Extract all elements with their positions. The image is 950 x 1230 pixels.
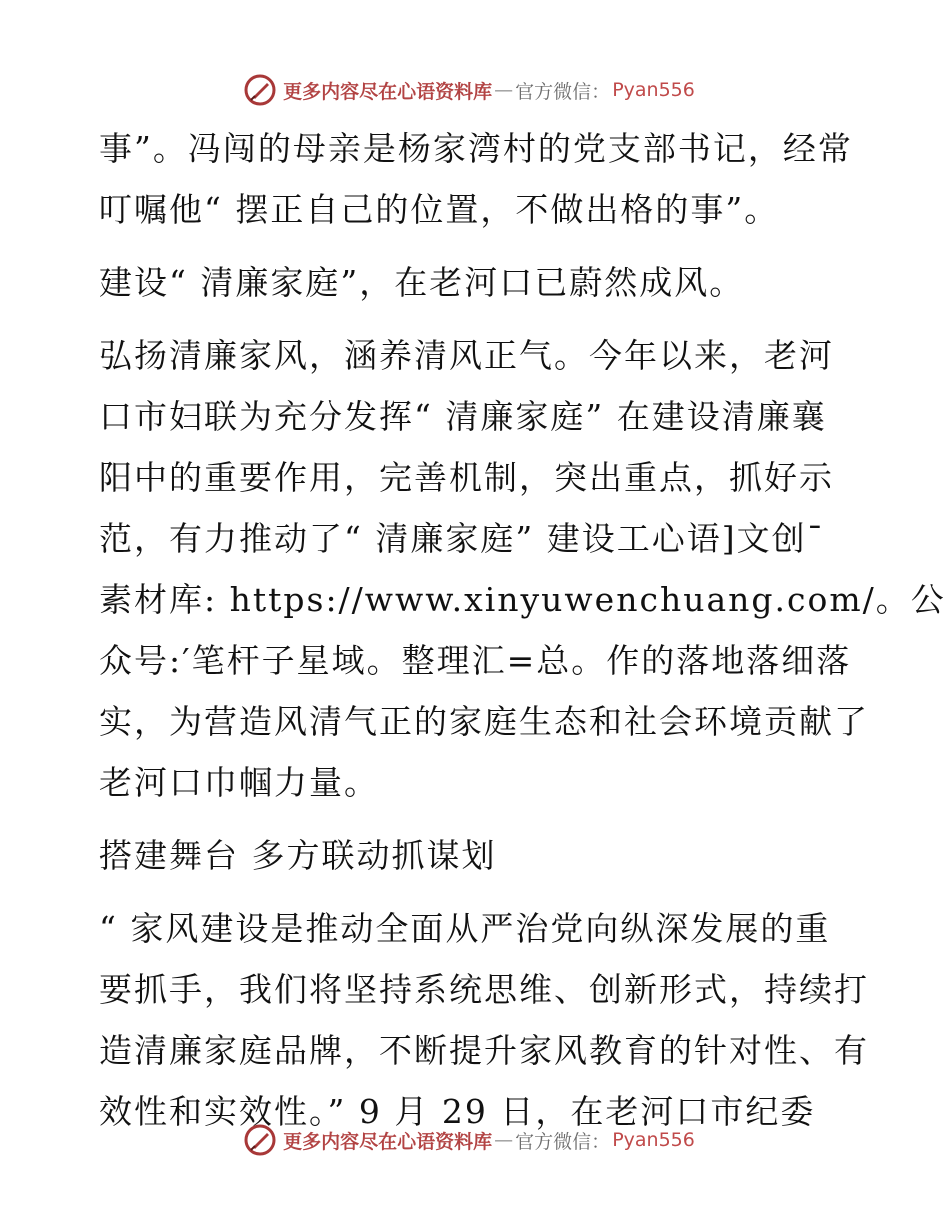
text-line: 效性和实效性。” 9 月 29 日，在老河口市纪委 (99, 1092, 816, 1131)
footer-watermark (0, 1120, 950, 1160)
text-line: 素材库: https://www.xinyuwenchuang.com/。公 (99, 580, 946, 619)
text-line: 搭建舞台 多方联动抓谋划 (99, 836, 497, 875)
text-line: 弘扬清廉家风，涵养清风正气。今年以来，老河 (99, 336, 834, 375)
watermark-wechat-id: Pyan556 (612, 79, 695, 101)
document-body (99, 118, 946, 1142)
watermark-main-text: 更多内容尽在心语资料库 (283, 80, 493, 103)
watermark-separator: — (494, 79, 514, 101)
quill-pen-logo-icon (243, 1123, 277, 1157)
watermark-main-text: 更多内容尽在心语资料库 (283, 1130, 493, 1153)
watermark-side-text: 官方微信： (515, 1130, 611, 1153)
section-heading (99, 825, 859, 886)
paragraph-1 (99, 118, 859, 240)
text-line: 事”。冯闯的母亲是杨家湾村的党支部书记，经常 (99, 129, 853, 168)
paragraph-3 (99, 325, 946, 813)
text-line: 口市妇联为充分发挥“ 清廉家庭” 在建设清廉襄 (99, 397, 827, 436)
watermark-separator: — (494, 1129, 514, 1151)
text-line: 实，为营造风清气正的家庭生态和社会环境贡献了 (99, 702, 869, 741)
text-line: “ 家风建设是推动全面从严治党向纵深发展的重 (99, 909, 831, 948)
text-line: 要抓手，我们将坚持系统思维、创新形式，持续打 (99, 970, 869, 1009)
text-line: 叮嘱他“ 摆正自己的位置，不做出格的事”。 (99, 190, 780, 229)
paragraph-5 (99, 898, 869, 1142)
text-line: 造清廉家庭品牌，不断提升家风教育的针对性、有 (99, 1031, 869, 1070)
text-line: 众号:′笔杆子星域。整理汇=总。作的落地落细落 (99, 641, 852, 680)
text-line: 建设“ 清廉家庭”，在老河口已蔚然成风。 (99, 263, 745, 302)
watermark-side-text: 官方微信： (515, 80, 611, 103)
quill-pen-logo-icon (243, 73, 277, 107)
header-watermark (0, 70, 950, 110)
text-line: 范，有力推动了“ 清廉家庭” 建设工心语]文创¯ (99, 519, 826, 558)
watermark-wechat-id: Pyan556 (612, 1129, 695, 1151)
paragraph-2 (99, 252, 859, 313)
text-line: 阳中的重要作用，完善机制，突出重点，抓好示 (99, 458, 834, 497)
text-line: 老河口巾帼力量。 (99, 763, 379, 802)
